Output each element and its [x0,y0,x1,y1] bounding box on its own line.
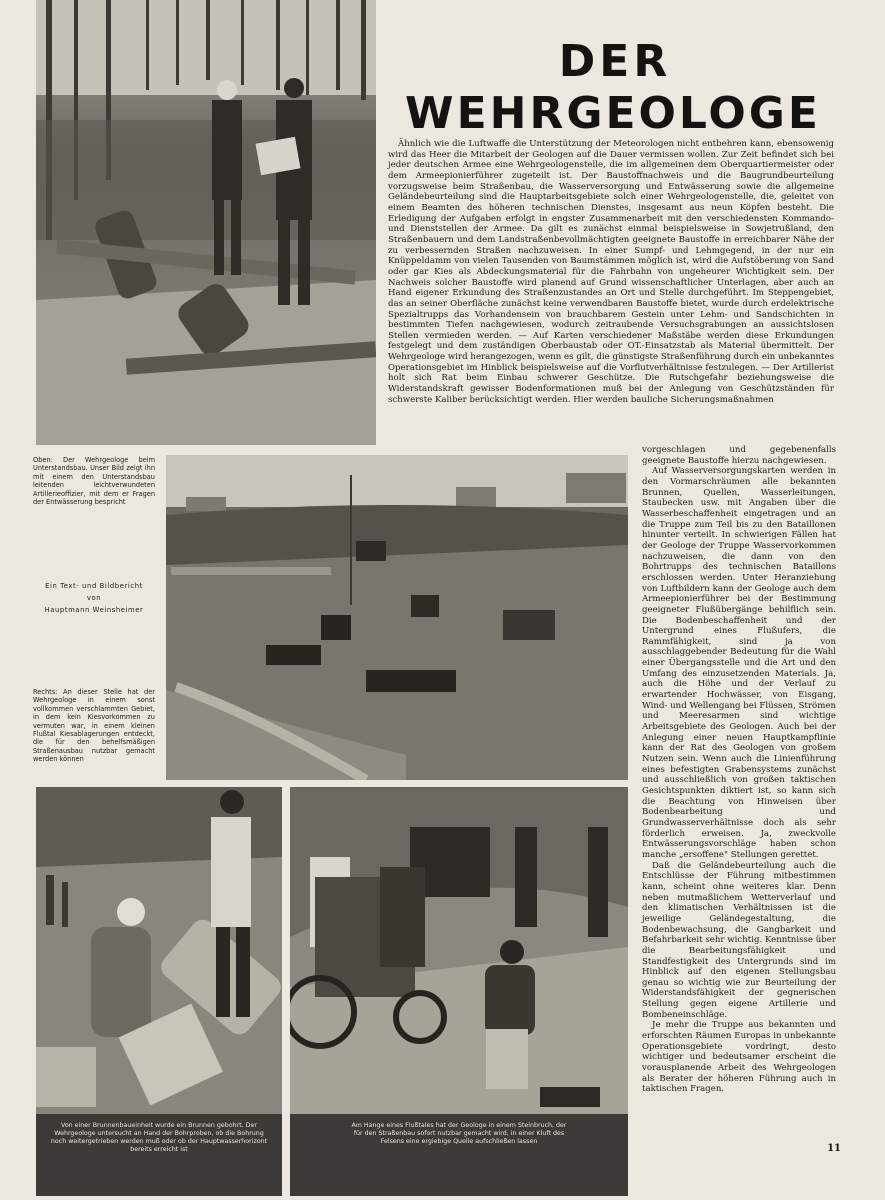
caption-valley-photo: Rechts: An dieser Stelle hat der Wehrgeologe in einem sonst vollkommen verschlammten Gebiet, in dem kein Kiesvorkommen zu vermuten war, in einem kleinen Flußtal Kiesablagerungen entdeckt, die für den behelfsmäßigen Straßenausbau nutzbar gemacht werden können [33,688,155,764]
column-continuation: vorgeschlagen und gegebenenfalls geeignete Baustoffe hierzu nachgewiesen. [642,445,836,466]
byline-line2: von [86,594,102,602]
caption-top-photo: Oben: Der Wehrgeologe beim Unterstandsbau. Unser Bild zeigt ihn mit einem den Unterstandsbau leitenden leichtverwundeten Artillerieoffizier, mit dem er Fragen der Entwässerung bespricht [33,456,155,507]
article-body-column [642,445,836,1095]
column-paragraph-2: Daß die Geländebeurteilung auch die Entschlüsse der Führung mitbestimmen kann, scheint ohne weiteres klar. Denn neben mutmaßlichem Wetterverlauf und den klimatischen Verhältnissen ist die jeweilige Geländegestaltung, die Bodenbewachsung, die Gangbarkeit und Befahrbarkeit sehr wichtig. Kenntnisse über die Bearbeitungsfähigkeit und Standfestigkeit des Untergrunds sind im Hinblick auf den eigenen Stellungsbau genau so wichtig wie zur Beurteilung der Widerstandsfähigkeit der gegnerischen Stellung gegen eigene Artillerie und Bombeneinschläge. [642,860,836,1020]
byline [30,580,158,616]
column-paragraph-3: Je mehr die Truppe aus bekannten und erforschten Räumen Europas in unbekannte Operationsgebiete vordringt, desto wichtiger und bedeutsamer erscheint die vorausplanende Arbeit des Wehrgeologen als Berater der höheren Führung auch in taktischen Fragen. [642,1020,836,1095]
caption-quarry-photo: Am Hange eines Flußtales hat der Geologe in einem Steinbruch, der für den Straßenbau sofort nutzbar gemacht wird, in einer Kluft des Felsens eine ergiebige Quelle aufschließen lassen [290,1114,628,1196]
byline-author: Hauptmann Weinsheimer [44,606,144,614]
page-number: 11 [827,1143,841,1154]
forest-officers-photo [36,0,376,445]
caption-well-photo: Von einer Brunnenbaueinheit wurde ein Brunnen gebohrt. Der Wehrgeologe untersucht an Hand der Bohrproben, ob die Bohrung noch weitergetrieben werden muß oder ob der Hauptwasserhorizont bereits erreicht ist [36,1114,282,1196]
article-body-intro [388,139,834,405]
quarry-spring-photo [290,787,628,1114]
article-title-line2: WEHRGEOLOGE [405,88,821,139]
muddy-valley-road-photo [166,455,628,780]
well-drilling-photo [36,787,282,1114]
byline-line1: Ein Text- und Bildbericht [45,582,143,590]
column-paragraph-1: Auf Wasserversorgungskarten werden in den Vormarschräumen alle bekannten Brunnen, Quellen, Wasserleitungen, Staubecken usw. mit Angaben über die Wasserbeschaffenheit eingetragen und an die Truppe zum Teil bis zu den Bataillonen hinunter verteilt. In schwierigen Fällen hat der Geologe der Truppe Wasservorkommen nachzuweisen, die dann von den Bohrtrupps des technischen Bataillons erschlossen werden. Unter Heranziehung von Luftbildern kann der Geologe auch dem Armeepionierführer bei der Bestimmung geeigneter Flußübergänge behilflich sein. Die Bodenbeschaffenheit und der Untergrund eines Flußufers, die Rammfähigkeit, sind ja von ausschlaggebender Bedeutung für die Wahl einer Übergangsstelle und die Art und den Umfang des einzusetzenden Materials. Ja, auch die Höhe und der Verlauf zu erwartender Hochwässer, von Eisgang, Wind- und Wellengang bei Flüssen, Strömen und Meeresarmen sind wichtige Arbeitsgebiete des Geologen. Auch bei der Anlegung einer neuen Hauptkampflinie kann der Rat des Geologen von großem Nutzen sein. Wenn auch die Linienführung eines befestigten Grabensystems zunächst und ausschließlich von großen taktischen Gesichtspunkten diktiert ist, so kann sich die Beachtung von Hinweisen über Bodenbearbeitung und Grundwasserverhältnisse doch als sehr förderlich erweisen. Ja, zweckvolle Entwässerungsvorschläge haben schon manche „ersoffene" Stellungen gerettet. [642,466,836,860]
article-paragraph: Ähnlich wie die Luftwaffe die Unterstützung der Meteorologen nicht entbehren kann, ebensowenig wird das Heer die Mitarbeit der Geologen auf die Dauer vermissen wollen. Zur Zeit befindet sich bei jeder deutschen Armee eine Wehrgeologenstelle, die im allgemeinen dem Oberquartiermeister oder dem Armeepionierführer zugeteilt ist. Der Baustoffnachweis und die Baugrundbeurteilung vorzugsweise beim Straßenbau, die Wasserversorgung und Entwässerung sowie die allgemeine Geländebeurteilung sind die Hauptarbeitsgebiete solch einer Wehrgeologenstelle, die, geleitet von einem Beamten des höheren technischen Dienstes, insgesamt aus neun Köpfen besteht. Die Erledigung der Aufgaben erfolgt in engster Zusammenarbeit mit den verschiedensten Kommando- und Dienststellen der Armee. Da gilt es zunächst einmal beispielsweise in Sowjetrußland, den Straßenbauern und dem Landstraßenbevollmächtigten geeignete Baustoffe in erreichbarer Nähe der zu verbessernden Straßen nachzuweisen. In einer Sumpf- und Lehmgegend, in der nur ein Knüppeldamm von vielen Tausenden von Baumstämmen möglich ist, wird die Aufstöberung von Sand oder gar Kies als Abdeckungsmaterial für die Fahrbahn von ungeheurer Wichtigkeit sein. Der Nachweis solcher Baustoffe wird planend auf Grund wissenschaftlicher Unterlagen, aber auch an Hand eigener Erkundung des Straßenzustandes an Ort und Stelle durchgeführt. Im Steppengebiet, das an seiner Oberfläche zunächst keine verwendbaren Baustoffe bietet, wurde durch erdelektrische Spezialtrupps das Vorhandensein von brauchbarem Gestein unter Lehm- und Sandschichten in bestimmten Tiefen nachgewiesen, wodurch zeitraubende Versuchsgrabungen an aussichtslosen Stellen vermieden werden. — Auf Karten verschiedener Maßstäbe werden diese Erkundungen festgelegt und dem zuständigen Oberbaustab oder OT.-Einsatzstab als Material übermittelt. Der Wehrgeologe wird herangezogen, wenn es gilt, die günstigste Straßenführung durch ein unbekanntes Operationsgebiet im Hinblick beispielsweise auf die Vorflutverhältnisse festzulegen. — Der Artillerist holt sich Rat beim Einbau schwerer Geschütze. Die Rutschgefahr beziehungsweise die Widerstandskraft gewisser Bodenformationen muß bei der Anlegung von Geschützständen für schwerste Kaliber berücksichtigt werden. Hier werden bauliche Sicherungsmaßnahmen [388,139,834,405]
article-title-line1: DER [558,36,672,87]
